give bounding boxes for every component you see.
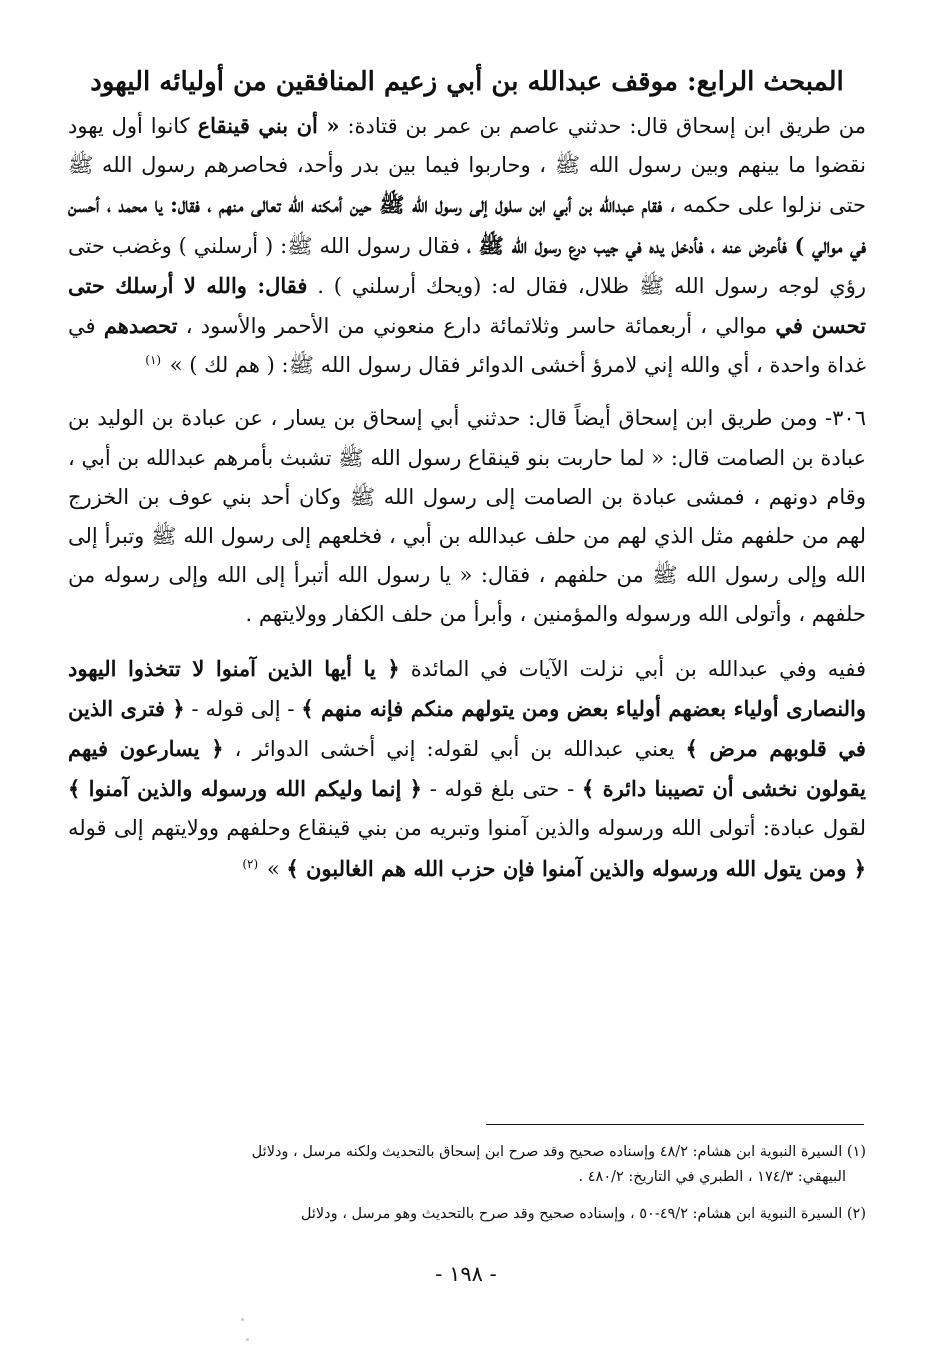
footnote-separator [486, 1124, 864, 1125]
scan-speck [246, 1338, 249, 1341]
footnote-ref-1[interactable]: (١) [145, 353, 162, 368]
footnote-2-marker: (٢) [846, 1206, 866, 1222]
p3-verse-5: ﴿ ومن يتول الله ورسوله والذين آمنوا فإن حزب الله هم الغالبون ﴾ [286, 855, 866, 881]
paragraph-3 [68, 649, 866, 889]
p1-text-4: في غداة واحدة ، أي والله إني لامرؤ أخشى الدوائر فقال رسول الله ﷺ: ( هم لك ) » [68, 314, 866, 378]
p1-bold-2: فقال: والله لا أرسلك حتى تحسن في [68, 272, 866, 339]
p1-text-2: فقال رسول الله ﷺ: ( أرسلني ) وغضب حتى رؤي لوجه رسول الله ﷺ ظلال، فقال له: (ويحك أرسلني ) . [68, 233, 866, 298]
footnote-1-line-1: السيرة النبوية ابن هشام: ٤٨/٢ وإسناده صحيح وقد صرح ابن إسحاق بالتحديث ولكنه مرسل ، ودلائل [251, 1144, 843, 1160]
p1-text-3: موالي ، أربعمائة حاسر وثلاثمائة دارع منعوني من الأحمر والأسود ، [185, 314, 768, 339]
p2-text: ومن طريق ابن إسحاق أيضاً قال: حدثني أبي إسحاق بن يسار ، عن عبادة بن الوليد بن عبادة بن الصامت قال: « لما حاربت بنو قينقاع رسول الله ﷺ تشبث بأمرهم عبدالله بن أبي ، وقام دونهم ، فمشى عبادة بن الصامت إلى رسول الله ﷺ وكان أحد بني عوف بن الخزرج لهم من حلفهم مثل الذي لهم من حلف عبدالله بن أبي ، فخلعهم إلى رسول الله ﷺ وتبرأ إلى الله وإلى رسول الله ﷺ من حلفهم ، فقال: « يا رسول الله أتبرأ إلى الله وإلى رسوله من حلفهم ، وأتولى الله ورسوله والمؤمنين ، وأبرأ من حلف الكفار وولايتهم . [68, 406, 866, 627]
p1-text: كانوا أول يهود نقضوا ما بينهم وبين رسول الله ﷺ ، وحاربوا فيما بين بدر وأحد، فحاصرهم رسول الله ﷺ حتى نزلوا على حكمه ، [68, 114, 866, 218]
footnote-2 [68, 1202, 866, 1227]
scan-speck [241, 1318, 244, 1321]
footnote-1-line-2: البيهقي: ١٧٤/٣ ، الطبري في التاريخ: ٤٨٠/٢ . [578, 1169, 846, 1185]
paragraph-2 [68, 399, 866, 634]
page-number: - ١٩٨ - [435, 1262, 497, 1286]
page-body [68, 62, 866, 889]
p3-intro: ففيه وفي عبدالله بن أبي نزلت الآيات في المائدة [410, 656, 866, 681]
p1-bold-1: فقام عبدالله بن أبي ابن سلول إلى رسول الله ﷺ حين أمكنه الله تعالى منهم ، فقال: يا محمد ، أحسن في موالي ) فأعرض عنه ، فأدخل يده في جيب درع رسول الله ﷺ ، [68, 192, 866, 258]
p3-link-4: لقول عبادة: أتولى الله ورسوله والذين آمنوا وتبريه من بني قينقاع وحلفهم وولايتهم إلى قوله [68, 816, 866, 841]
p1-bold-3: تحصدهم [103, 313, 178, 339]
footnote-1-marker: (١) [846, 1144, 866, 1160]
footnote-ref-2[interactable]: (٢) [242, 856, 259, 871]
p1-lead: من طريق ابن إسحاق قال: حدثني عاصم بن عمر بن قتادة: [347, 114, 866, 138]
p3-link-3: - حتى بلغ قوله - [429, 777, 575, 802]
footnote-2-line-1: السيرة النبوية ابن هشام: ٤٩/٢-٥٠ ، وإسناده صحيح وقد صرح بالتحديث وهو مرسل ، ودلائل [300, 1206, 843, 1222]
p3-verse-2: ﴿ فترى الذين في قلوبهم مرض ﴾ [68, 695, 866, 762]
paragraph-1 [68, 106, 866, 385]
p2-number: ٣٠٦- [825, 406, 866, 431]
p3-verse-4: ﴿ إنما وليكم الله ورسوله والذين آمنوا ﴾ [68, 776, 422, 802]
p1-quote-start: « أن بني قينقاع [197, 113, 340, 138]
p3-verse-3: ﴿ يسارعون فيهم يقولون نخشى أن تصيبنا دائرة ﴾ [68, 736, 866, 802]
p3-link-1: - إلى قوله - [191, 696, 295, 721]
p3-link-2: يعني عبدالله بن أبي لقوله: إني أخشى الدوائر ، [234, 737, 675, 762]
footnote-1 [68, 1140, 866, 1190]
section-heading: المبحث الرابع: موقف عبدالله بن أبي زعيم المنافقين من أوليائه اليهود [90, 67, 844, 97]
footnotes [68, 1140, 866, 1239]
p3-closing: » [266, 856, 280, 881]
p3-verse-1: ﴿ يا أيها الذين آمنوا لا تتخذوا اليهود والنصارى أولياء بعضهم أولياء بعض ومن يتولهم منكم فإنه منهم ﴾ [68, 655, 866, 721]
